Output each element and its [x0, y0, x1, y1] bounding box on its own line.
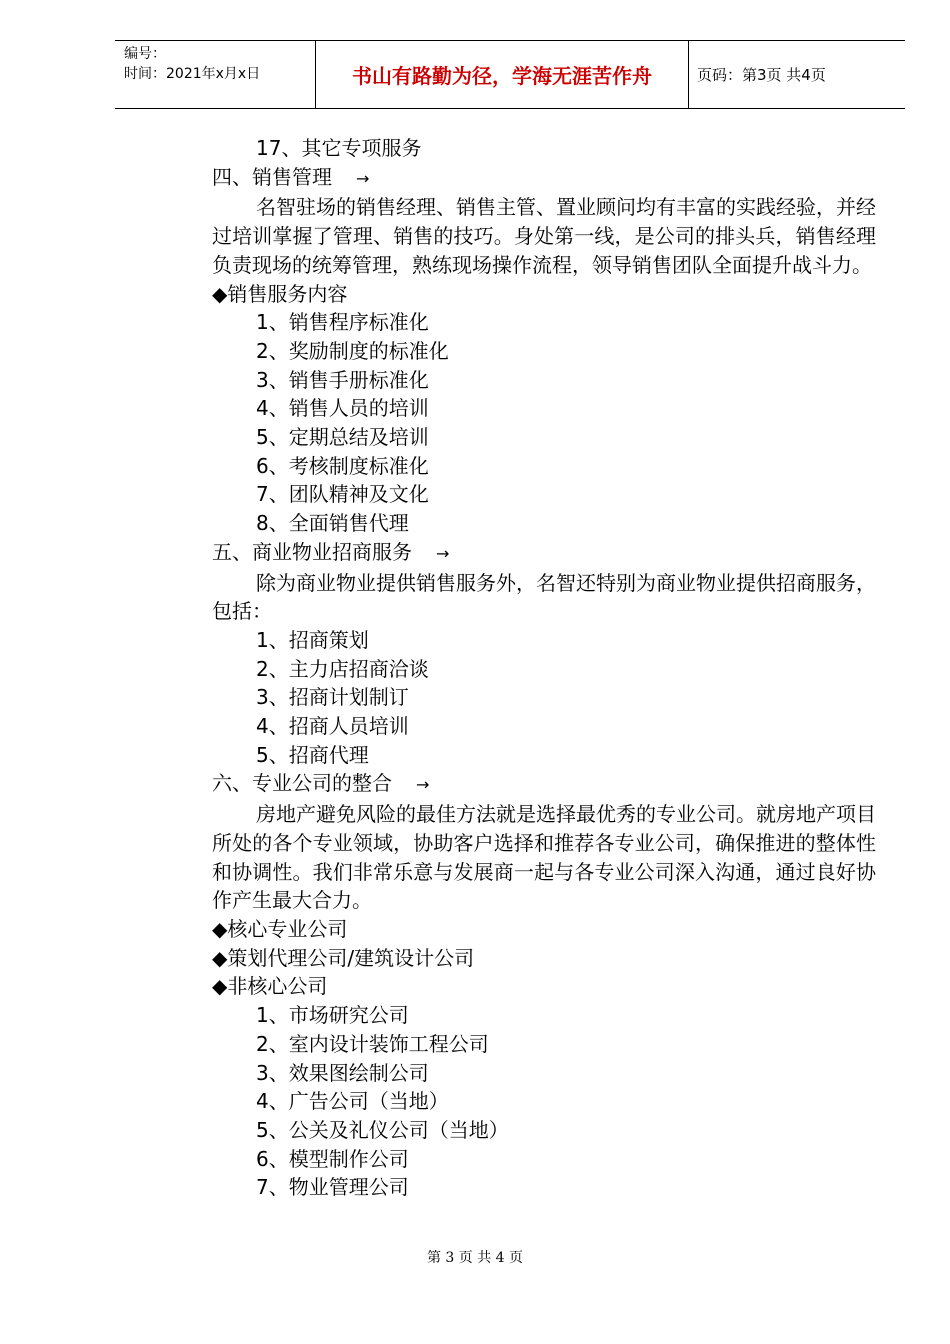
time-label: 时间：2021年x月x日 [124, 66, 261, 82]
bullet-noncore-companies: ◆非核心公司 [212, 974, 328, 999]
header-motto: 书山有路勤为径，学海无涯苦作舟 [316, 41, 689, 108]
list-item: 3、招商计划制订 [256, 685, 409, 710]
section-heading-sales: 四、销售管理 → [212, 163, 876, 194]
arrow-icon: → [356, 168, 370, 188]
list-item: 2、室内设计装饰工程公司 [256, 1031, 489, 1056]
list-item: 1、市场研究公司 [256, 1003, 409, 1028]
bullet-core-companies: ◆核心专业公司 [212, 916, 348, 941]
document-body [212, 134, 876, 1202]
arrow-icon: → [416, 775, 430, 795]
section-heading-investment: 五、商业物业招商服务 → [212, 538, 876, 569]
list-item: 8、全面销售代理 [256, 511, 409, 536]
list-item: 3、效果图绘制公司 [256, 1060, 429, 1085]
list-item: 7、团队精神及文化 [256, 482, 429, 507]
serial-label: 编号： [124, 46, 166, 62]
list-item: 4、广告公司（当地） [256, 1089, 449, 1114]
page-header [115, 40, 905, 109]
list-item: 6、考核制度标准化 [256, 453, 429, 478]
list-item: 4、销售人员的培训 [256, 396, 429, 421]
list-item: 5、公关及礼仪公司（当地） [256, 1117, 509, 1142]
list-item: 5、招商代理 [256, 742, 369, 767]
list-item: 6、模型制作公司 [256, 1146, 409, 1171]
header-page-info: 页码：第3页 共4页 [697, 66, 826, 84]
paragraph-integration: 房地产避免风险的最佳方法就是选择最优秀的专业公司。就房地产项目所处的各个专业领域，协助客户选择和推荐各专业公司，确保推进的整体性和协调性。我们非常乐意与发展商一起与各专业公司深入沟通，通过良好协作产生最大合力。 [212, 802, 876, 913]
bullet-planning-companies: ◆策划代理公司/建筑设计公司 [212, 945, 475, 970]
page-footer: 第 3 页 共 4 页 [426, 1250, 524, 1266]
bullet-sales-content: ◆销售服务内容 [212, 281, 348, 306]
list-item: 1、销售程序标准化 [256, 310, 429, 335]
list-item: 7、物业管理公司 [256, 1175, 409, 1200]
list-item: 1、招商策划 [256, 627, 369, 652]
paragraph-sales: 名智驻场的销售经理、销售主管、置业顾问均有丰富的实践经验，并经过培训掌握了管理、销售的技巧。身处第一线，是公司的排头兵，销售经理负责现场的统筹管理，熟练现场操作流程，领导销售团队全面提升战斗力。 [212, 195, 876, 277]
list-item: 3、销售手册标准化 [256, 367, 429, 392]
list-item: 17、其它专项服务 [256, 136, 422, 160]
sales-list [212, 308, 876, 538]
investment-list [212, 626, 876, 770]
section-heading-integration: 六、专业公司的整合 → [212, 769, 876, 800]
header-meta [115, 41, 316, 108]
company-list [212, 1001, 876, 1202]
list-item: 4、招商人员培训 [256, 714, 409, 739]
list-item: 2、奖励制度的标准化 [256, 338, 449, 363]
list-item: 5、定期总结及培训 [256, 425, 429, 450]
arrow-icon: → [436, 543, 450, 563]
list-item: 2、主力店招商洽谈 [256, 656, 429, 681]
paragraph-investment: 除为商业物业提供销售服务外，名智还特别为商业物业提供招商服务，包括： [212, 570, 876, 624]
